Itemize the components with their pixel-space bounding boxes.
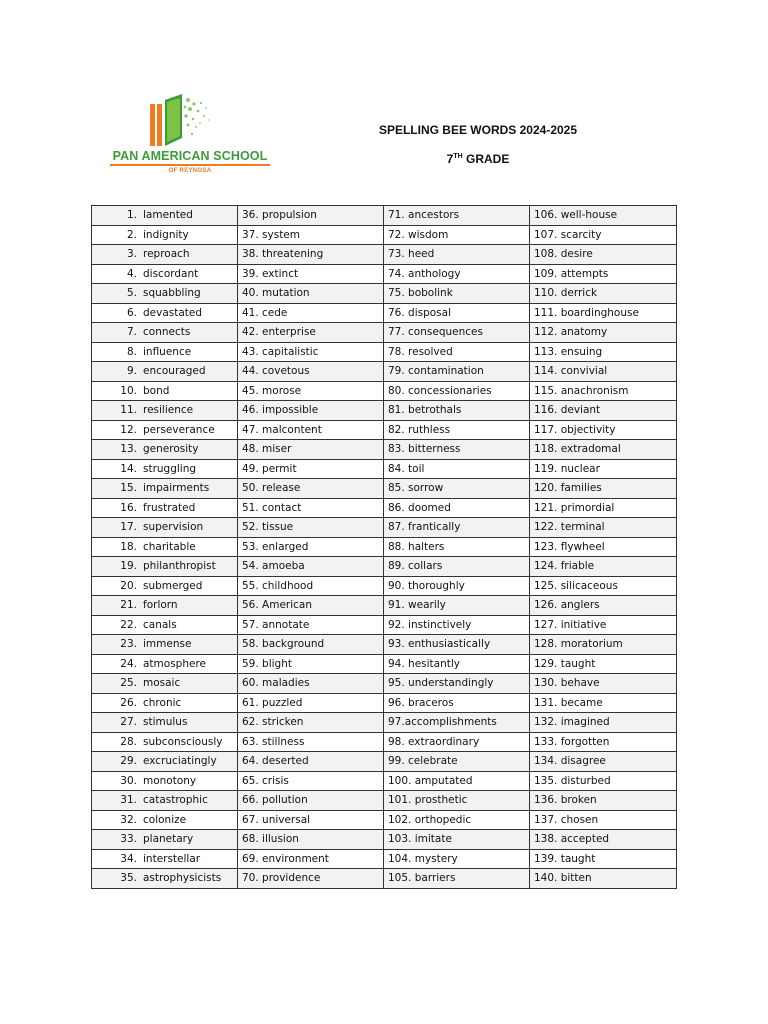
word-cell: 99. celebrate bbox=[384, 752, 530, 772]
table-row bbox=[92, 849, 677, 869]
word-cell: 39. extinct bbox=[238, 264, 384, 284]
word-cell: 138. accepted bbox=[530, 830, 677, 850]
word-cell bbox=[92, 635, 238, 655]
word-cell: 74. anthology bbox=[384, 264, 530, 284]
word-text: bond bbox=[143, 384, 170, 397]
word-text: subconsciously bbox=[143, 735, 223, 748]
table-row bbox=[92, 225, 677, 245]
word-cell: 38. threatening bbox=[238, 245, 384, 265]
logo-school-subtitle: OF REYNOSA bbox=[168, 168, 212, 174]
word-number: 23. bbox=[120, 638, 137, 651]
word-cell: 128. moratorium bbox=[530, 635, 677, 655]
word-number: 31. bbox=[120, 794, 137, 807]
table-row bbox=[92, 518, 677, 538]
word-cell: 103. imitate bbox=[384, 830, 530, 850]
table-row bbox=[92, 479, 677, 499]
word-cell: 107. scarcity bbox=[530, 225, 677, 245]
table-row bbox=[92, 401, 677, 421]
word-text: chronic bbox=[143, 696, 182, 709]
word-cell bbox=[92, 206, 238, 226]
word-cell bbox=[92, 752, 238, 772]
word-number: 33. bbox=[120, 833, 137, 846]
word-text: planetary bbox=[143, 833, 194, 846]
table-row bbox=[92, 693, 677, 713]
word-cell bbox=[92, 674, 238, 694]
word-list-body bbox=[92, 206, 677, 889]
table-row bbox=[92, 206, 677, 226]
word-cell: 77. consequences bbox=[384, 323, 530, 343]
word-cell: 40. mutation bbox=[238, 284, 384, 304]
word-cell: 60. maladies bbox=[238, 674, 384, 694]
word-cell: 49. permit bbox=[238, 459, 384, 479]
word-text: reproach bbox=[143, 248, 190, 261]
word-number: 29. bbox=[120, 755, 137, 768]
table-row bbox=[92, 498, 677, 518]
table-row bbox=[92, 596, 677, 616]
word-cell: 88. halters bbox=[384, 537, 530, 557]
word-cell bbox=[92, 557, 238, 577]
table-row bbox=[92, 752, 677, 772]
word-cell: 100. amputated bbox=[384, 771, 530, 791]
word-cell: 62. stricken bbox=[238, 713, 384, 733]
word-cell bbox=[92, 732, 238, 752]
word-number: 20. bbox=[120, 579, 137, 592]
word-cell: 54. amoeba bbox=[238, 557, 384, 577]
word-number: 4. bbox=[126, 267, 137, 280]
word-number: 30. bbox=[120, 774, 137, 787]
table-row bbox=[92, 284, 677, 304]
table-row bbox=[92, 459, 677, 479]
table-row bbox=[92, 264, 677, 284]
word-cell: 65. crisis bbox=[238, 771, 384, 791]
word-text: interstellar bbox=[143, 852, 201, 865]
word-cell: 63. stillness bbox=[238, 732, 384, 752]
word-cell: 42. enterprise bbox=[238, 323, 384, 343]
grade-heading bbox=[330, 152, 626, 166]
word-number: 3. bbox=[126, 248, 137, 261]
word-cell bbox=[92, 381, 238, 401]
word-cell: 59. blight bbox=[238, 654, 384, 674]
word-cell: 98. extraordinary bbox=[384, 732, 530, 752]
word-text: monotony bbox=[143, 774, 197, 787]
table-row bbox=[92, 654, 677, 674]
word-cell: 112. anatomy bbox=[530, 323, 677, 343]
word-number: 15. bbox=[120, 482, 137, 495]
word-cell: 106. well-house bbox=[530, 206, 677, 226]
word-cell: 90. thoroughly bbox=[384, 576, 530, 596]
word-cell: 108. desire bbox=[530, 245, 677, 265]
word-cell bbox=[92, 420, 238, 440]
word-cell: 87. frantically bbox=[384, 518, 530, 538]
word-cell bbox=[92, 693, 238, 713]
word-text: immense bbox=[143, 638, 192, 651]
table-row bbox=[92, 615, 677, 635]
word-cell bbox=[92, 713, 238, 733]
word-cell: 89. collars bbox=[384, 557, 530, 577]
word-number: 1. bbox=[126, 209, 137, 222]
word-text: stimulus bbox=[143, 716, 188, 729]
table-row bbox=[92, 557, 677, 577]
word-cell: 124. friable bbox=[530, 557, 677, 577]
word-cell bbox=[92, 225, 238, 245]
word-number: 34. bbox=[120, 852, 137, 865]
word-number: 18. bbox=[120, 540, 137, 553]
word-cell: 129. taught bbox=[530, 654, 677, 674]
table-row bbox=[92, 576, 677, 596]
word-cell bbox=[92, 537, 238, 557]
word-cell bbox=[92, 791, 238, 811]
word-cell: 58. background bbox=[238, 635, 384, 655]
word-cell: 120. families bbox=[530, 479, 677, 499]
word-cell: 86. doomed bbox=[384, 498, 530, 518]
word-cell: 57. annotate bbox=[238, 615, 384, 635]
word-cell: 126. anglers bbox=[530, 596, 677, 616]
word-cell: 131. became bbox=[530, 693, 677, 713]
word-cell: 95. understandingly bbox=[384, 674, 530, 694]
word-cell bbox=[92, 342, 238, 362]
word-number: 32. bbox=[120, 813, 137, 826]
word-cell: 110. derrick bbox=[530, 284, 677, 304]
word-cell bbox=[92, 810, 238, 830]
word-number: 5. bbox=[126, 287, 137, 300]
word-cell: 66. pollution bbox=[238, 791, 384, 811]
table-row bbox=[92, 342, 677, 362]
word-cell: 96. braceros bbox=[384, 693, 530, 713]
word-cell: 93. enthusiastically bbox=[384, 635, 530, 655]
grade-number: 7 bbox=[446, 152, 454, 166]
word-cell: 117. objectivity bbox=[530, 420, 677, 440]
table-row bbox=[92, 674, 677, 694]
word-cell: 130. behave bbox=[530, 674, 677, 694]
word-cell: 71. ancestors bbox=[384, 206, 530, 226]
word-text: encouraged bbox=[143, 365, 206, 378]
word-cell: 127. initiative bbox=[530, 615, 677, 635]
word-number: 9. bbox=[126, 365, 137, 378]
table-row bbox=[92, 635, 677, 655]
word-cell: 79. contamination bbox=[384, 362, 530, 382]
word-cell: 133. forgotten bbox=[530, 732, 677, 752]
table-row bbox=[92, 323, 677, 343]
table-row bbox=[92, 713, 677, 733]
word-text: connects bbox=[143, 326, 191, 339]
word-cell bbox=[92, 869, 238, 889]
word-number: 24. bbox=[120, 657, 137, 670]
word-cell: 83. bitterness bbox=[384, 440, 530, 460]
word-cell: 73. heed bbox=[384, 245, 530, 265]
table-row bbox=[92, 420, 677, 440]
word-text: squabbling bbox=[143, 287, 201, 300]
word-number: 2. bbox=[126, 228, 137, 241]
word-cell bbox=[92, 284, 238, 304]
word-number: 19. bbox=[120, 560, 137, 573]
word-number: 7. bbox=[126, 326, 137, 339]
word-cell: 48. miser bbox=[238, 440, 384, 460]
grade-word: GRADE bbox=[466, 152, 510, 166]
word-number: 16. bbox=[120, 501, 137, 514]
word-cell: 82. ruthless bbox=[384, 420, 530, 440]
word-number: 25. bbox=[120, 677, 137, 690]
word-cell: 139. taught bbox=[530, 849, 677, 869]
word-cell: 115. anachronism bbox=[530, 381, 677, 401]
word-cell: 116. deviant bbox=[530, 401, 677, 421]
word-text: excruciatingly bbox=[143, 755, 217, 768]
word-cell: 52. tissue bbox=[238, 518, 384, 538]
word-text: indignity bbox=[143, 228, 189, 241]
word-cell bbox=[92, 498, 238, 518]
word-cell: 37. system bbox=[238, 225, 384, 245]
word-cell: 46. impossible bbox=[238, 401, 384, 421]
word-cell: 101. prosthetic bbox=[384, 791, 530, 811]
word-text: impairments bbox=[143, 482, 210, 495]
word-cell: 113. ensuing bbox=[530, 342, 677, 362]
word-cell bbox=[92, 479, 238, 499]
word-cell bbox=[92, 303, 238, 323]
word-text: canals bbox=[143, 618, 177, 631]
word-cell bbox=[92, 401, 238, 421]
word-cell: 91. wearily bbox=[384, 596, 530, 616]
word-number: 26. bbox=[120, 696, 137, 709]
table-row bbox=[92, 381, 677, 401]
word-cell: 80. concessionaries bbox=[384, 381, 530, 401]
word-cell bbox=[92, 459, 238, 479]
word-cell: 109. attempts bbox=[530, 264, 677, 284]
word-cell bbox=[92, 518, 238, 538]
word-text: submerged bbox=[143, 579, 203, 592]
word-cell: 111. boardinghouse bbox=[530, 303, 677, 323]
word-text: philanthropist bbox=[143, 560, 216, 573]
word-number: 8. bbox=[126, 345, 137, 358]
word-cell: 97.accomplishments bbox=[384, 713, 530, 733]
word-cell bbox=[92, 245, 238, 265]
word-cell bbox=[92, 849, 238, 869]
word-cell bbox=[92, 615, 238, 635]
word-text: lamented bbox=[143, 209, 193, 222]
word-cell: 94. hesitantly bbox=[384, 654, 530, 674]
word-cell: 45. morose bbox=[238, 381, 384, 401]
word-number: 12. bbox=[120, 423, 137, 436]
word-cell: 72. wisdom bbox=[384, 225, 530, 245]
word-cell: 105. barriers bbox=[384, 869, 530, 889]
word-cell: 81. betrothals bbox=[384, 401, 530, 421]
word-cell: 104. mystery bbox=[384, 849, 530, 869]
word-cell: 114. convivial bbox=[530, 362, 677, 382]
table-row bbox=[92, 732, 677, 752]
word-cell: 47. malcontent bbox=[238, 420, 384, 440]
word-text: frustrated bbox=[143, 501, 196, 514]
word-text: generosity bbox=[143, 443, 199, 456]
table-row bbox=[92, 537, 677, 557]
word-cell: 43. capitalistic bbox=[238, 342, 384, 362]
word-number: 35. bbox=[120, 872, 137, 885]
word-text: influence bbox=[143, 345, 192, 358]
word-cell bbox=[92, 576, 238, 596]
word-cell: 119. nuclear bbox=[530, 459, 677, 479]
word-text: forlorn bbox=[143, 599, 178, 612]
word-cell: 123. flywheel bbox=[530, 537, 677, 557]
word-cell bbox=[92, 654, 238, 674]
books-logo-icon bbox=[146, 94, 236, 150]
school-logo bbox=[110, 94, 270, 180]
word-cell: 64. deserted bbox=[238, 752, 384, 772]
table-row bbox=[92, 869, 677, 889]
word-cell: 121. primordial bbox=[530, 498, 677, 518]
word-text: struggling bbox=[143, 462, 197, 475]
word-list-table bbox=[91, 205, 677, 889]
word-cell: 69. environment bbox=[238, 849, 384, 869]
table-row bbox=[92, 810, 677, 830]
word-cell: 36. propulsion bbox=[238, 206, 384, 226]
word-cell: 122. terminal bbox=[530, 518, 677, 538]
table-row bbox=[92, 362, 677, 382]
word-cell: 125. silicaceous bbox=[530, 576, 677, 596]
word-number: 13. bbox=[120, 443, 137, 456]
page-title: SPELLING BEE WORDS 2024-2025 bbox=[378, 123, 578, 137]
word-cell: 134. disagree bbox=[530, 752, 677, 772]
word-cell: 75. bobolink bbox=[384, 284, 530, 304]
word-number: 17. bbox=[120, 521, 137, 534]
word-cell: 135. disturbed bbox=[530, 771, 677, 791]
word-cell: 44. covetous bbox=[238, 362, 384, 382]
word-cell: 102. orthopedic bbox=[384, 810, 530, 830]
word-cell: 92. instinctively bbox=[384, 615, 530, 635]
word-text: astrophysicists bbox=[143, 872, 222, 885]
word-cell: 78. resolved bbox=[384, 342, 530, 362]
word-cell bbox=[92, 264, 238, 284]
word-cell bbox=[92, 830, 238, 850]
word-cell: 136. broken bbox=[530, 791, 677, 811]
word-cell: 132. imagined bbox=[530, 713, 677, 733]
word-cell: 61. puzzled bbox=[238, 693, 384, 713]
word-cell: 118. extradomal bbox=[530, 440, 677, 460]
word-cell: 67. universal bbox=[238, 810, 384, 830]
word-cell: 137. chosen bbox=[530, 810, 677, 830]
word-text: discordant bbox=[143, 267, 199, 280]
table-row bbox=[92, 303, 677, 323]
word-cell: 41. cede bbox=[238, 303, 384, 323]
word-number: 14. bbox=[120, 462, 137, 475]
word-number: 27. bbox=[120, 716, 137, 729]
word-cell: 50. release bbox=[238, 479, 384, 499]
word-text: atmosphere bbox=[143, 657, 206, 670]
word-text: supervision bbox=[143, 521, 204, 534]
word-cell: 76. disposal bbox=[384, 303, 530, 323]
word-cell: 84. toil bbox=[384, 459, 530, 479]
word-cell bbox=[92, 362, 238, 382]
word-number: 22. bbox=[120, 618, 137, 631]
word-cell bbox=[92, 596, 238, 616]
word-text: charitable bbox=[143, 540, 196, 553]
table-row bbox=[92, 830, 677, 850]
word-text: catastrophic bbox=[143, 794, 208, 807]
table-row bbox=[92, 440, 677, 460]
table-row bbox=[92, 791, 677, 811]
word-cell: 53. enlarged bbox=[238, 537, 384, 557]
word-cell: 68. illusion bbox=[238, 830, 384, 850]
word-cell: 56. American bbox=[238, 596, 384, 616]
word-text: resilience bbox=[143, 404, 194, 417]
word-number: 21. bbox=[120, 599, 137, 612]
word-number: 11. bbox=[120, 404, 137, 417]
word-cell: 140. bitten bbox=[530, 869, 677, 889]
word-number: 28. bbox=[120, 735, 137, 748]
grade-suffix: TH bbox=[453, 153, 463, 160]
word-cell bbox=[92, 440, 238, 460]
word-cell: 55. childhood bbox=[238, 576, 384, 596]
word-text: mosaic bbox=[143, 677, 181, 690]
table-row bbox=[92, 771, 677, 791]
word-text: perseverance bbox=[143, 423, 215, 436]
word-cell: 85. sorrow bbox=[384, 479, 530, 499]
word-text: devastated bbox=[143, 306, 203, 319]
word-number: 6. bbox=[126, 306, 137, 319]
word-cell bbox=[92, 323, 238, 343]
word-cell: 51. contact bbox=[238, 498, 384, 518]
word-cell bbox=[92, 771, 238, 791]
word-text: colonize bbox=[143, 813, 187, 826]
table-row bbox=[92, 245, 677, 265]
word-number: 10. bbox=[120, 384, 137, 397]
logo-school-name: PAN AMERICAN SCHOOL bbox=[110, 149, 270, 166]
word-cell: 70. providence bbox=[238, 869, 384, 889]
